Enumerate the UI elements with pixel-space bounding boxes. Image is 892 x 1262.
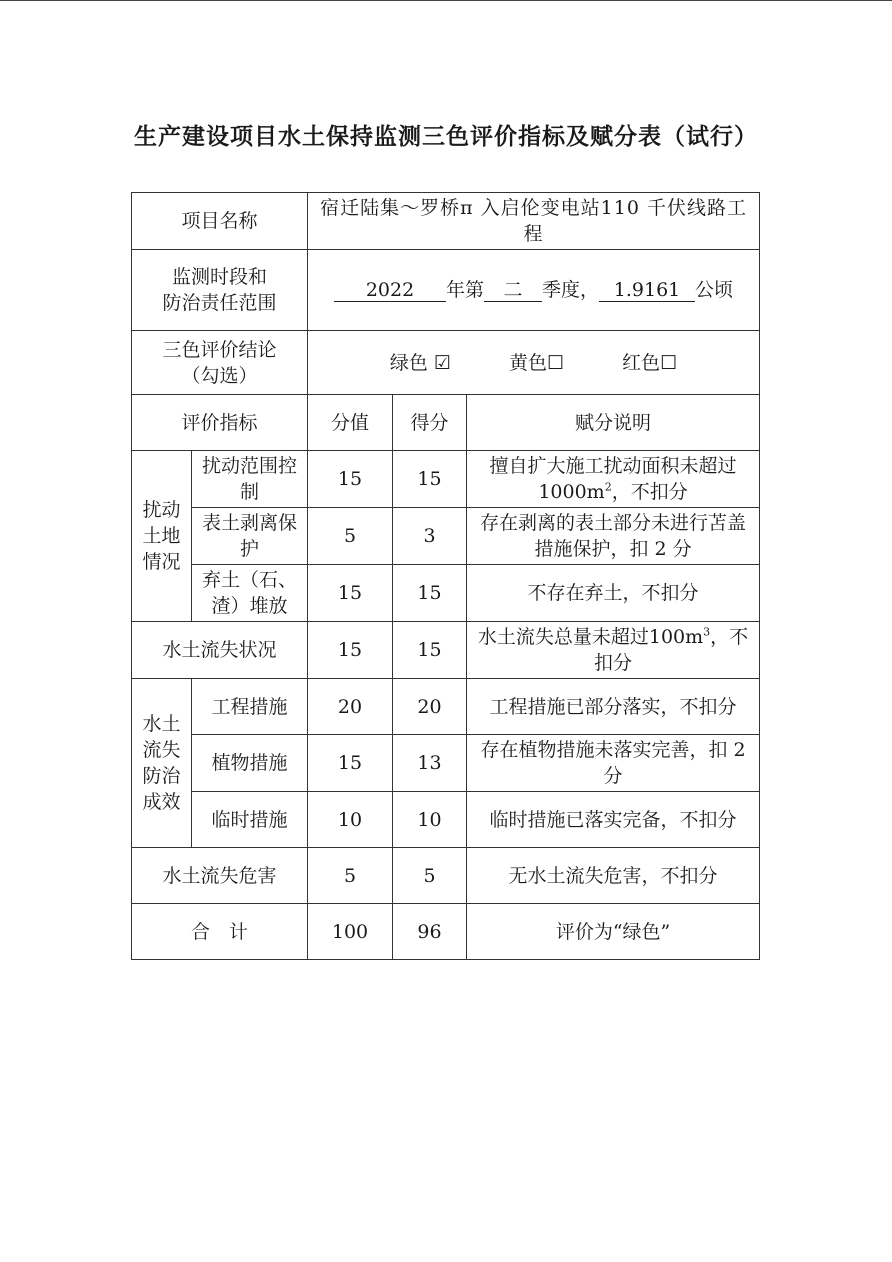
conclusion-label-line1: 三色评价结论 bbox=[162, 338, 277, 361]
score-value: 5 bbox=[308, 848, 393, 904]
got-value: 13 bbox=[393, 735, 467, 792]
score-value: 5 bbox=[308, 508, 393, 565]
note-superscript: 2 bbox=[604, 480, 612, 494]
indicator-name: 水土流失危害 bbox=[132, 848, 308, 904]
table-row bbox=[132, 792, 760, 848]
period-quarter: 二 bbox=[484, 279, 542, 302]
conclusion-row bbox=[132, 331, 760, 395]
table-row bbox=[132, 848, 760, 904]
header-score: 分值 bbox=[308, 395, 393, 451]
note-text: 存在植物措施未落实完善，扣 2 分 bbox=[467, 735, 760, 792]
table-row bbox=[132, 622, 760, 679]
period-year: 2022 bbox=[334, 279, 446, 302]
score-value: 20 bbox=[308, 679, 393, 735]
note-text-b: ，不扣分 bbox=[594, 626, 749, 674]
period-quarter-suffix: 季度， bbox=[542, 279, 600, 301]
note-text bbox=[467, 622, 760, 679]
total-score: 100 bbox=[308, 904, 393, 960]
group-control-label: 水土流失防治成效 bbox=[132, 679, 192, 848]
note-text: 工程措施已部分落实，不扣分 bbox=[467, 679, 760, 735]
period-area: 1.9161 bbox=[599, 279, 695, 302]
indicator-name: 临时措施 bbox=[192, 792, 308, 848]
total-note: 评价为“绿色” bbox=[467, 904, 760, 960]
period-label bbox=[132, 250, 308, 331]
table-row bbox=[132, 679, 760, 735]
header-got: 得分 bbox=[393, 395, 467, 451]
total-got: 96 bbox=[393, 904, 467, 960]
note-text: 存在剥离的表土部分未进行苫盖措施保护，扣 2 分 bbox=[467, 508, 760, 565]
note-text: 临时措施已落实完备，不扣分 bbox=[467, 792, 760, 848]
indicator-name: 工程措施 bbox=[192, 679, 308, 735]
indicator-name: 植物措施 bbox=[192, 735, 308, 792]
note-text-a: 水土流失总量未超过100m bbox=[477, 626, 704, 648]
note-text-b: ，不扣分 bbox=[611, 481, 688, 503]
period-label-line1: 监测时段和 bbox=[172, 266, 268, 288]
header-row bbox=[132, 395, 760, 451]
got-value: 10 bbox=[393, 792, 467, 848]
note-text: 无水土流失危害，不扣分 bbox=[467, 848, 760, 904]
score-value: 15 bbox=[308, 622, 393, 679]
table-row bbox=[132, 508, 760, 565]
period-value bbox=[308, 250, 760, 331]
green-checkbox[interactable]: 绿色 ☑ bbox=[389, 351, 451, 374]
period-row bbox=[132, 250, 760, 331]
period-year-suffix: 年第 bbox=[446, 279, 485, 301]
header-note: 赋分说明 bbox=[467, 395, 760, 451]
got-value: 5 bbox=[393, 848, 467, 904]
total-label: 合 计 bbox=[132, 904, 308, 960]
score-value: 10 bbox=[308, 792, 393, 848]
group-disturb-label: 扰动土地情况 bbox=[132, 451, 192, 622]
conclusion-label-line2: （勾选） bbox=[181, 364, 258, 387]
period-label-line2: 防治责任范围 bbox=[162, 292, 277, 314]
yellow-checkbox[interactable]: 黄色☐ bbox=[509, 351, 565, 374]
got-value: 3 bbox=[393, 508, 467, 565]
note-text: 不存在弃土，不扣分 bbox=[467, 565, 760, 622]
project-label: 项目名称 bbox=[132, 193, 308, 250]
note-text-a: 擅自扩大施工扰动面积未超过1000m bbox=[489, 455, 737, 503]
indicator-name: 水土流失状况 bbox=[132, 622, 308, 679]
got-value: 15 bbox=[393, 451, 467, 508]
table-row bbox=[132, 735, 760, 792]
score-value: 15 bbox=[308, 735, 393, 792]
conclusion-label bbox=[132, 331, 308, 395]
project-value: 宿迁陆集～罗桥π 入启伦变电站110 千伏线路工程 bbox=[308, 193, 760, 250]
indicator-name: 扰动范围控制 bbox=[192, 451, 308, 508]
evaluation-table bbox=[131, 192, 760, 960]
got-value: 15 bbox=[393, 565, 467, 622]
project-row bbox=[132, 193, 760, 250]
header-indicator: 评价指标 bbox=[132, 395, 308, 451]
score-value: 15 bbox=[308, 565, 393, 622]
table-row bbox=[132, 565, 760, 622]
total-row bbox=[132, 904, 760, 960]
note-text bbox=[467, 451, 760, 508]
note-superscript: 3 bbox=[703, 625, 711, 639]
indicator-name: 弃土（石、渣）堆放 bbox=[192, 565, 308, 622]
score-value: 15 bbox=[308, 451, 393, 508]
conclusion-options bbox=[308, 331, 760, 395]
got-value: 15 bbox=[393, 622, 467, 679]
red-checkbox[interactable]: 红色☐ bbox=[622, 351, 678, 374]
page-title: 生产建设项目水土保持监测三色评价指标及赋分表（试行） bbox=[134, 123, 758, 150]
got-value: 20 bbox=[393, 679, 467, 735]
page-top-border bbox=[0, 0, 892, 1]
indicator-name: 表土剥离保护 bbox=[192, 508, 308, 565]
table-row bbox=[132, 451, 760, 508]
period-area-unit: 公顷 bbox=[695, 279, 734, 301]
